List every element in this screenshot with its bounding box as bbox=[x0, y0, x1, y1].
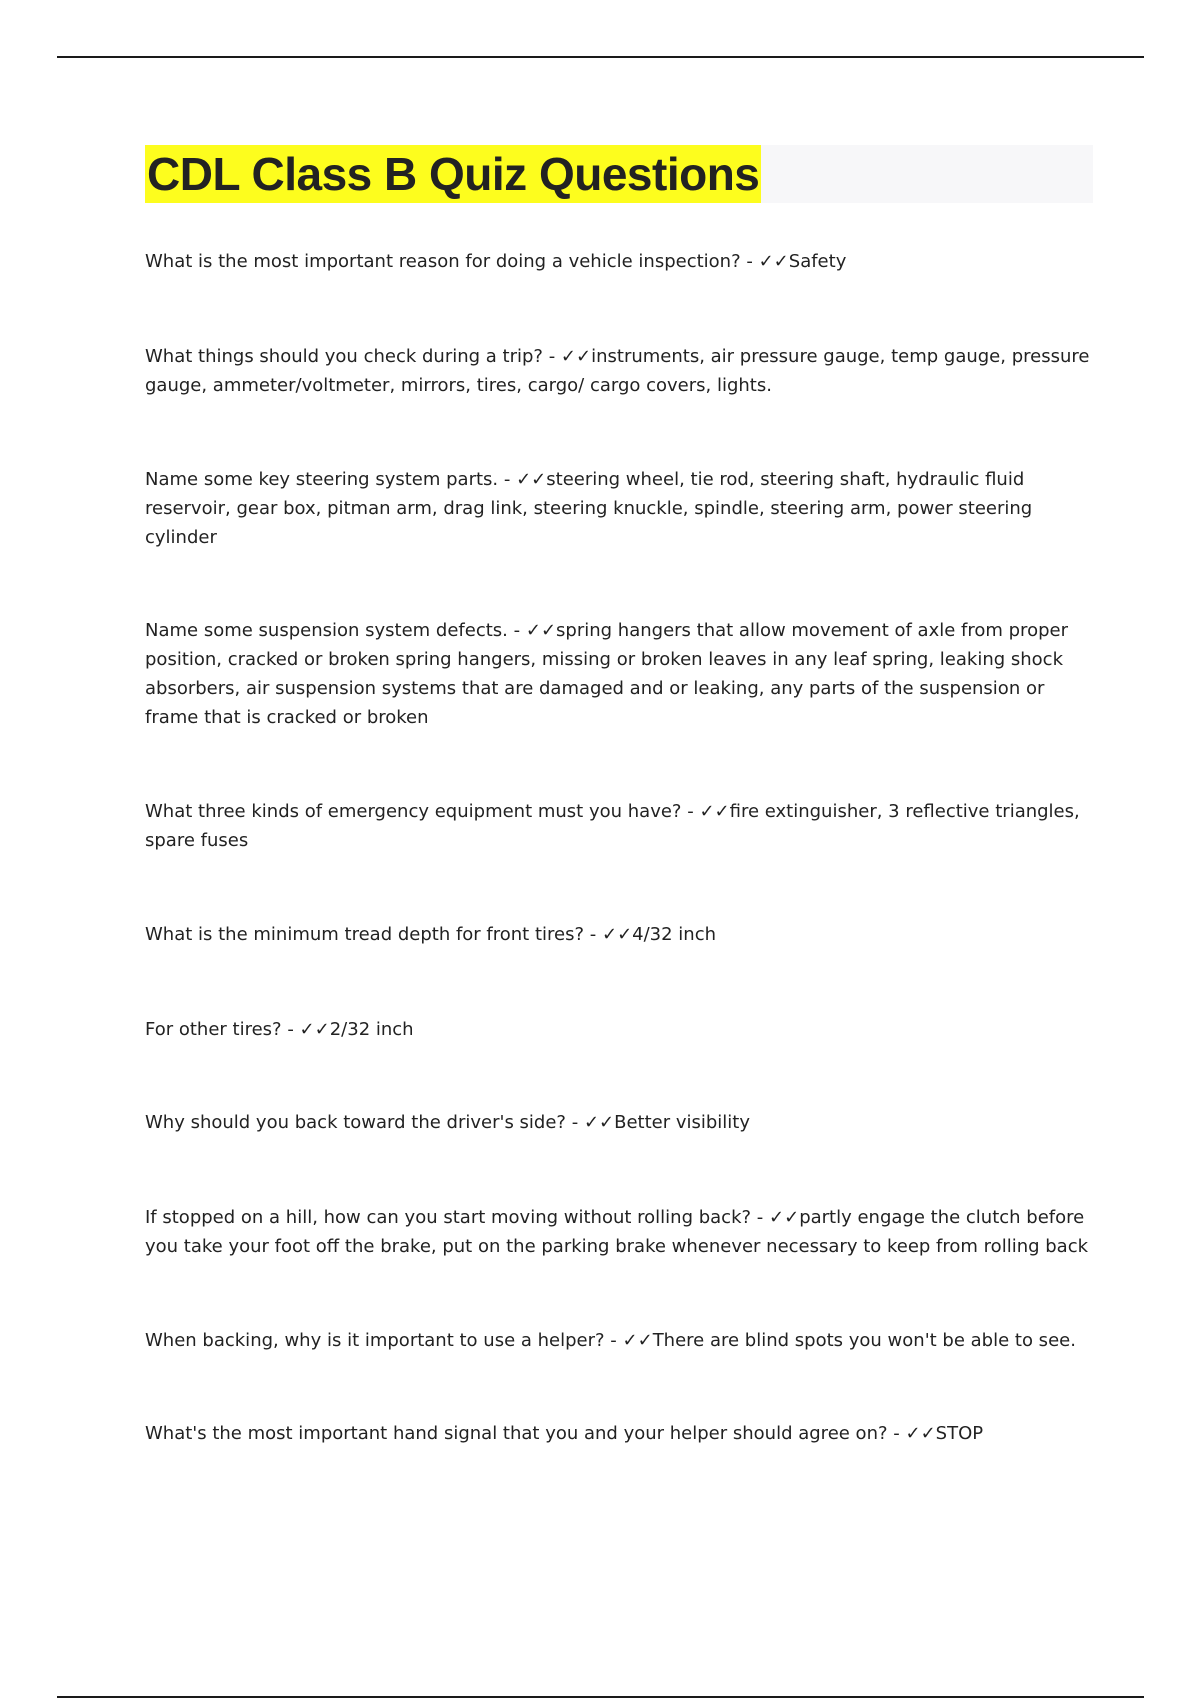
qa-item-11 bbox=[145, 1419, 1095, 1448]
answer-text: partly engage the clutch before you take your foot off the brake, put on the parking brake whenever necessary to keep from rolling back bbox=[145, 1207, 1089, 1257]
check-icon: ✓✓ bbox=[758, 251, 789, 272]
separator: - bbox=[604, 1330, 623, 1351]
check-icon: ✓✓ bbox=[583, 1112, 615, 1133]
check-icon: ✓✓ bbox=[516, 469, 547, 490]
qa-item-4 bbox=[145, 616, 1095, 732]
question-text: Name some key steering system parts. bbox=[145, 469, 499, 490]
top-rule bbox=[57, 56, 1144, 58]
question-text: What's the most important hand signal that you and your helper should agree on? bbox=[145, 1423, 888, 1444]
qa-item-3 bbox=[145, 465, 1095, 552]
answer-text: 4/32 inch bbox=[632, 924, 717, 945]
qa-item-2 bbox=[145, 342, 1095, 400]
separator: - bbox=[740, 251, 759, 272]
check-icon: ✓✓ bbox=[905, 1423, 936, 1444]
check-icon: ✓✓ bbox=[601, 924, 633, 945]
question-text: Why should you back toward the driver's side? bbox=[145, 1112, 566, 1133]
separator: - bbox=[565, 1112, 584, 1133]
qa-item-8 bbox=[145, 1108, 1095, 1137]
answer-text: spring hangers that allow movement of axle from proper position, cracked or broken spring hangers, missing or broken leaves in any leaf spring, leaking shock absorbers, air suspension systems that are damaged and or leaking, any parts of the suspension or frame that is cracked or broken bbox=[145, 620, 1068, 728]
answer-text: There are blind spots you won't be able to see. bbox=[652, 1330, 1076, 1351]
separator: - bbox=[507, 620, 526, 641]
question-text: When backing, why is it important to use a helper? bbox=[145, 1330, 605, 1351]
check-icon: ✓✓ bbox=[622, 1330, 653, 1351]
question-text: What things should you check during a trip? bbox=[145, 346, 543, 367]
check-icon: ✓✓ bbox=[769, 1207, 800, 1228]
qa-item-5 bbox=[145, 797, 1095, 855]
question-text: For other tires? bbox=[145, 1019, 282, 1040]
answer-text: instruments, air pressure gauge, temp gauge, pressure gauge, ammeter/voltmeter, mirrors, tires, cargo/ cargo covers, lights. bbox=[145, 346, 1090, 396]
answer-text: Better visibility bbox=[614, 1112, 751, 1133]
check-icon: ✓✓ bbox=[525, 620, 557, 641]
separator: - bbox=[281, 1019, 300, 1040]
bottom-rule bbox=[57, 1696, 1144, 1698]
separator: - bbox=[498, 469, 517, 490]
separator: - bbox=[584, 924, 602, 945]
check-icon: ✓✓ bbox=[699, 801, 730, 822]
qa-item-1 bbox=[145, 247, 1095, 276]
answer-text: fire extinguisher, 3 reflective triangles, spare fuses bbox=[145, 801, 1080, 851]
separator: - bbox=[681, 801, 700, 822]
page-title: CDL Class B Quiz Questions bbox=[145, 145, 761, 203]
question-text: What is the most important reason for doing a vehicle inspection? bbox=[145, 251, 741, 272]
separator: - bbox=[751, 1207, 770, 1228]
check-icon: ✓✓ bbox=[299, 1019, 330, 1040]
question-text: What three kinds of emergency equipment must you have? bbox=[145, 801, 682, 822]
qa-item-10 bbox=[145, 1326, 1095, 1355]
qa-item-7 bbox=[145, 1015, 1095, 1044]
answer-text: 2/32 inch bbox=[329, 1019, 414, 1040]
separator: - bbox=[887, 1423, 906, 1444]
question-text: What is the minimum tread depth for front tires? bbox=[145, 924, 585, 945]
answer-text: steering wheel, tie rod, steering shaft, hydraulic fluid reservoir, gear box, pitman arm, drag link, steering knuckle, spindle, steering arm, power steering cylinder bbox=[145, 469, 1033, 548]
answer-text: Safety bbox=[788, 251, 847, 272]
check-icon: ✓✓ bbox=[560, 346, 592, 367]
qa-item-6 bbox=[145, 920, 1095, 949]
question-text: Name some suspension system defects. bbox=[145, 620, 508, 641]
answer-text: STOP bbox=[935, 1423, 984, 1444]
qa-item-9 bbox=[145, 1203, 1095, 1261]
separator: - bbox=[542, 346, 561, 367]
question-text: If stopped on a hill, how can you start moving without rolling back? bbox=[145, 1207, 752, 1228]
